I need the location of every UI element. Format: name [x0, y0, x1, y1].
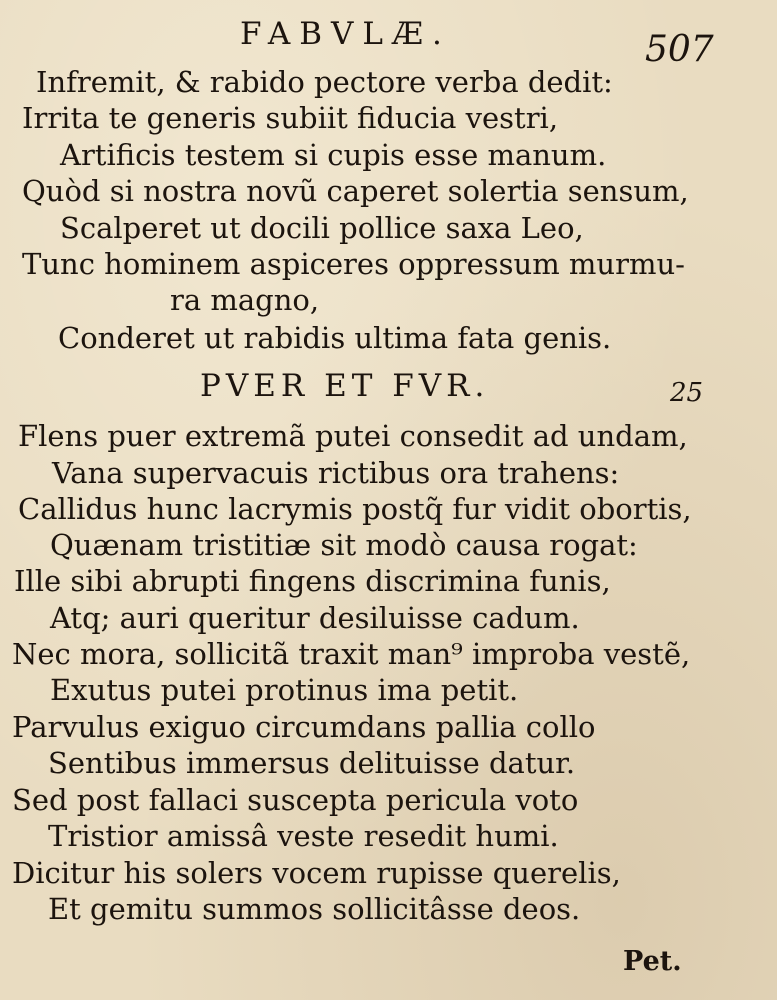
catchword: Pet. — [623, 946, 682, 977]
verse-line: Parvulus exiguo circumdans pallia collo — [12, 710, 596, 744]
verse-line: Et gemitu summos sollicitâsse deos. — [48, 892, 581, 926]
verse-line: Scalperet ut docili pollice saxa Leo, — [60, 211, 584, 245]
page-number: 507 — [645, 29, 714, 70]
verse-line: Callidus hunc lacrymis postq̃ fur vidit obortis, — [18, 492, 692, 526]
verse-line: Vana supervacuis rictibus ora trahens: — [52, 456, 620, 490]
fable-title: PVER ET FVR. — [200, 368, 490, 404]
verse-line: Sed post fallaci suscepta pericula voto — [12, 783, 579, 817]
verse-line: Artificis testem si cupis esse manum. — [60, 138, 607, 172]
verse-line: Ille sibi abrupti fingens discrimina funis, — [14, 564, 611, 598]
verse-line: Quænam tristitiæ sit modò causa rogat: — [50, 528, 638, 562]
verse-line: Flens puer extremã putei consedit ad undam, — [18, 419, 688, 453]
running-title: FABVLÆ. — [240, 16, 451, 52]
verse-line: Nec mora, sollicitã traxit man⁹ improba vestẽ, — [12, 637, 691, 671]
fable-number: 25 — [670, 378, 704, 408]
verse-line: Sentibus immersus delituisse datur. — [48, 746, 576, 780]
verse-line: Quòd si nostra novũ caperet solertia sensum, — [22, 174, 689, 208]
verse-line: Infremit, & rabido pectore verba dedit: — [36, 65, 613, 99]
verse-line: Dicitur his solers vocem rupisse querelis, — [12, 856, 621, 890]
verse-line: Irrita te generis subiit fiducia vestri, — [22, 101, 559, 135]
verse-line: Tunc hominem aspiceres oppressum murmu- — [22, 247, 685, 281]
verse-line: ra magno, — [170, 283, 320, 317]
verse-line: Exutus putei protinus ima petit. — [50, 673, 519, 707]
verse-line: Tristior amissâ veste resedit humi. — [48, 819, 559, 853]
verse-line: Conderet ut rabidis ultima fata genis. — [58, 321, 612, 355]
verse-line: Atq; auri queritur desiluisse cadum. — [50, 601, 580, 635]
